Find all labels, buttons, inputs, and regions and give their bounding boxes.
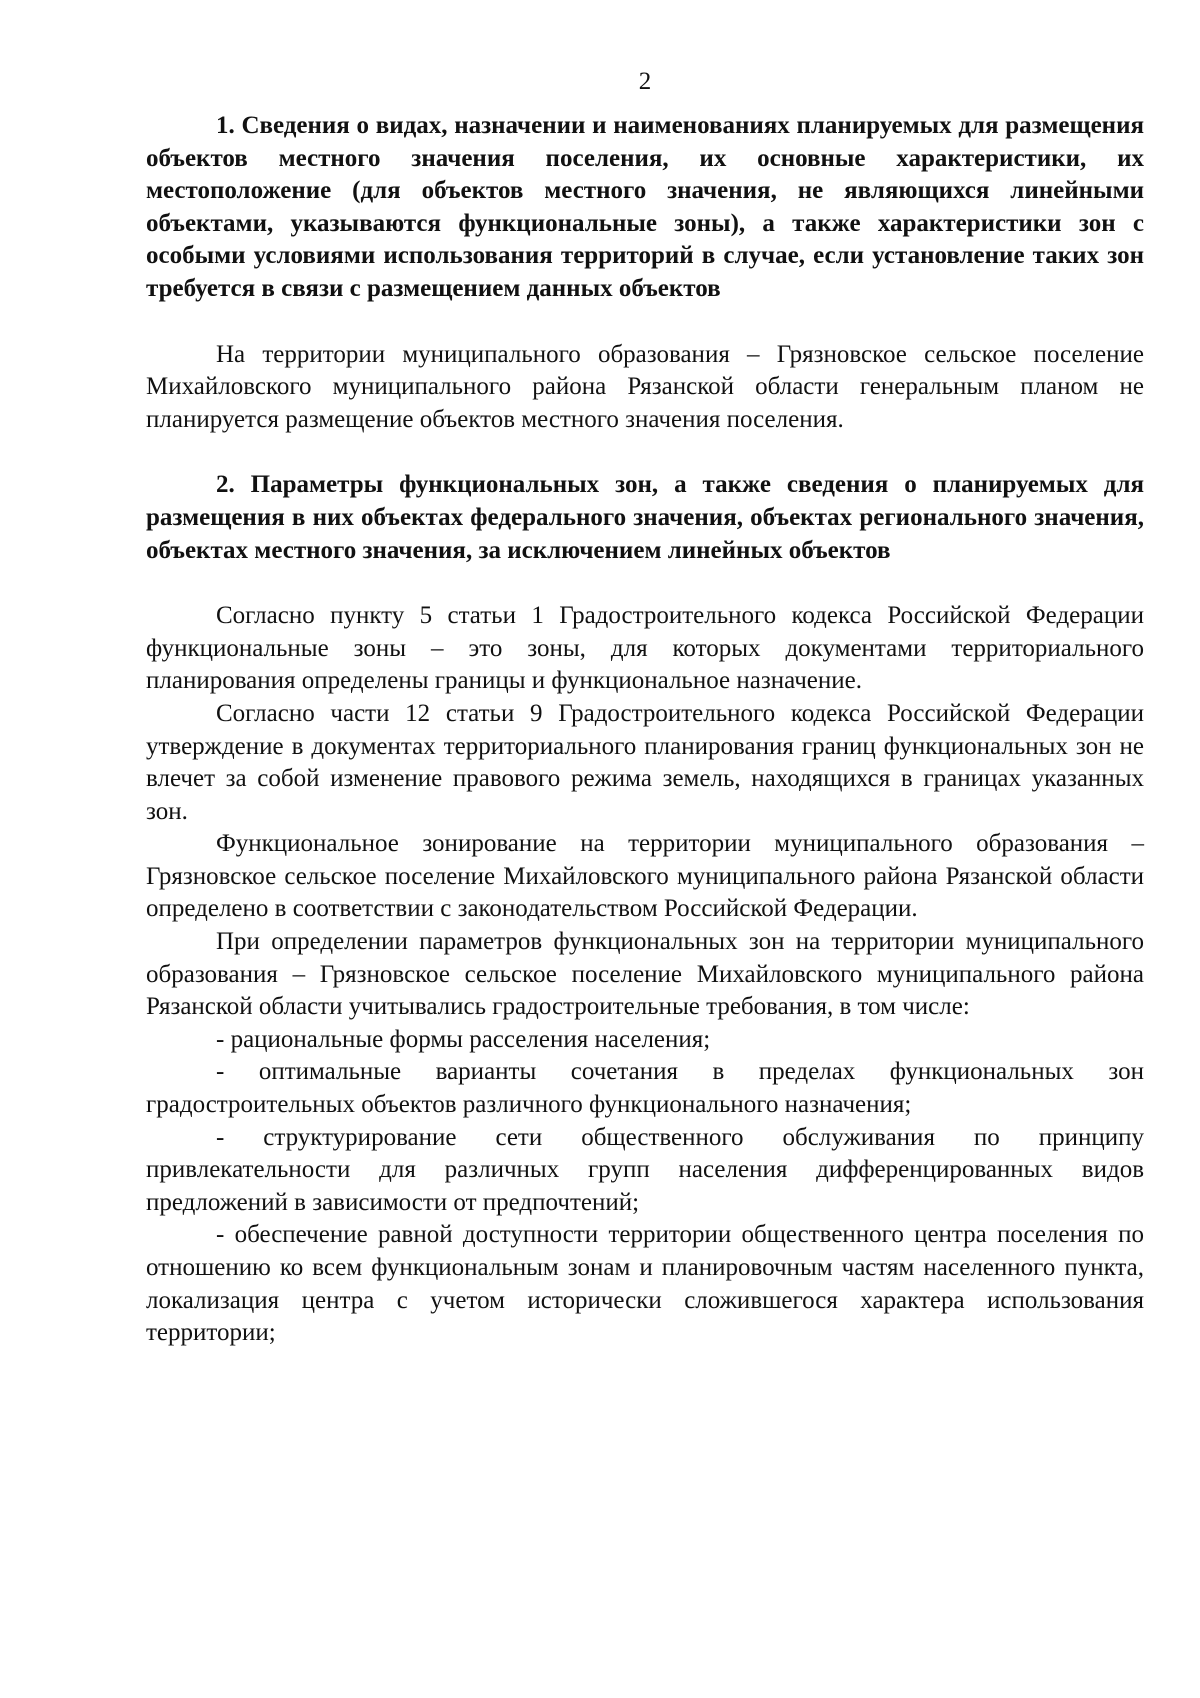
section-1-heading: 1. Сведения о видах, назначении и наименованиях планируемых для размещения объектов местного значения поселения, их основные характеристики, их местоположение (для объектов местного значения, не являющихся линейными объектами, указываются функциональные зоны), а также характеристики зон с особыми условиями использования территорий в случае, если установление таких зон требуется в связи с размещением данных объектов <box>146 112 1144 302</box>
section-2-paragraph: Функциональное зонирование на территории муниципального образования – Грязновское сельское поселение Михайловского муниципального района Рязанской области определено в соответствии с законодательством Российской Федерации. <box>146 830 1144 923</box>
spacer <box>146 436 1144 469</box>
list-item: - рациональные формы расселения населения; <box>216 1025 711 1053</box>
page-number: 2 <box>638 68 652 95</box>
document-page <box>146 62 1144 1350</box>
list-item: - обеспечение равной доступности территории общественного центра поселения по отношению ко всем функциональным зонам и планировочным частям населенного пункта, локализация центра с учетом исторически сложившегося характера использования территории; <box>146 1221 1144 1347</box>
spacer <box>146 567 1144 600</box>
section-2-heading: 2. Параметры функциональных зон, а также сведения о планируемых для размещения в них объектах федерального значения, объектах регионального значения, объектах местного значения, за исключением линейных объектов <box>146 471 1144 564</box>
section-2-paragraph: Согласно части 12 статьи 9 Градостроительного кодекса Российской Федерации утверждение в документах территориального планирования границ функциональных зон не влечет за собой изменение правового режима земель, находящихся в границах указанных зон. <box>146 699 1144 825</box>
section-2-paragraph: Согласно пункту 5 статьи 1 Градостроительного кодекса Российской Федерации функциональные зоны – это зоны, для которых документами территориального планирования определены границы и функциональное назначение. <box>146 602 1144 695</box>
spacer <box>146 306 1144 339</box>
list-item: - структурирование сети общественного обслуживания по принципу привлекательности для различных групп населения дифференцированных видов предложений в зависимости от предпочтений; <box>146 1123 1144 1216</box>
section-1-paragraph: На территории муниципального образования – Грязновское сельское поселение Михайловского муниципального района Рязанской области генеральным планом не планируется размещение объектов местного значения поселения. <box>146 340 1144 433</box>
section-2-paragraph: При определении параметров функциональных зон на территории муниципального образования – Грязновское сельское поселение Михайловского муниципального района Рязанской области учитывались градостроительные требования, в том числе: <box>146 928 1144 1021</box>
list-item: - оптимальные варианты сочетания в пределах функциональных зон градостроительных объектов различного функционального назначения; <box>146 1058 1144 1119</box>
